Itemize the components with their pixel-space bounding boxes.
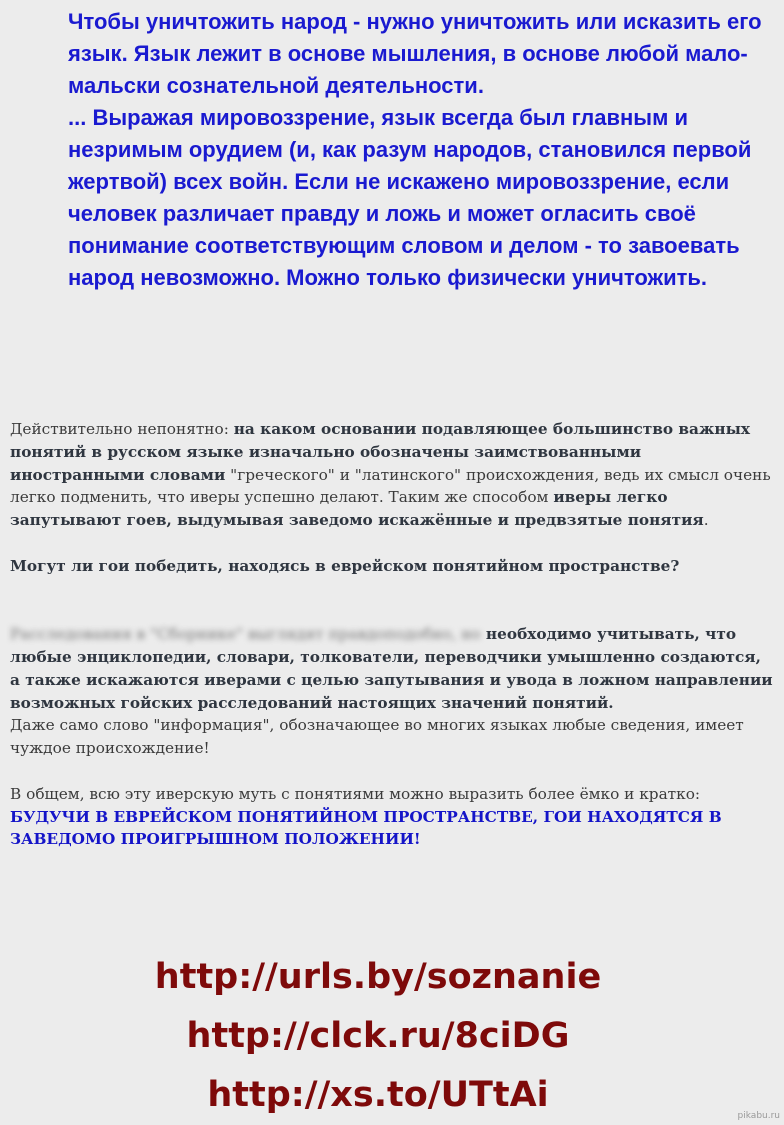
- paragraph-intro: Действительно непонятно:: [10, 420, 234, 438]
- article-paragraph: [10, 418, 774, 532]
- article-paragraph: [10, 623, 774, 714]
- quote-paragraph: Чтобы уничтожить народ - нужно уничтожить или исказить его язык. Язык лежит в основе мышления, в основе любой мало-мальски сознательной деятельности.: [68, 9, 762, 98]
- quote-block: [68, 6, 768, 294]
- emphasis-text: иверы легко запутывают гоев, выдумывая заведомо искажённые и предвзятые понятия: [10, 488, 704, 530]
- paragraph-text: .: [703, 511, 709, 530]
- link-urls-by[interactable]: http://urls.by/soznanie: [154, 957, 602, 997]
- quote-paragraph: ... Выражая мировоззрение, язык всегда был главным и незримым орудием (и, как разум народов, становился первой жертвой) всех войн. Если не искажено мировоззрение, если человек различает правду и ложь и может огласить своё понимание соответствующим словом и делом - то завоевать народ невозможно. Можно только физически уничтожить.: [68, 105, 752, 290]
- link-list: [0, 948, 756, 1125]
- article-paragraph: В общем, всю эту иверскую муть с понятиями можно выразить более ёмко и кратко:: [10, 784, 701, 803]
- article-body: [10, 418, 774, 851]
- question-text: Могут ли гои победить, находясь в еврейском понятийном пространстве?: [10, 556, 680, 575]
- paragraph-text: "греческого" и "латинского" происхождения, ведь их смысл очень легко подменить, что иверы успешно делают. Таким же способом: [10, 465, 771, 507]
- blurred-text: Расследования в "Сборнике" выглядят правдоподобно, но: [10, 625, 481, 644]
- conclusion-text: БУДУЧИ В ЕВРЕЙСКОМ ПОНЯТИЙНОМ ПРОСТРАНСТВЕ, ГОИ НАХОДЯТСЯ В ЗАВЕДОМО ПРОИГРЫШНОМ ПОЛОЖЕНИИ!: [10, 807, 722, 849]
- article-paragraph: Даже само слово "информация", обозначающее во многих языках любые сведения, имеет чуждое происхождение!: [10, 716, 744, 758]
- link-clck-ru[interactable]: http://clck.ru/8ciDG: [186, 1016, 570, 1056]
- link-xs-to[interactable]: http://xs.to/UTtAi: [207, 1075, 549, 1115]
- watermark: pikabu.ru: [737, 1111, 780, 1121]
- emphasis-text: на каком основании подавляющее большинство важных понятий в русском языке изначально обозначены заимствованными иностранными словами: [10, 420, 751, 484]
- emphasis-text: необходимо учитывать, что любые энциклопедии, словари, толкователи, переводчики умышленно создаются, а также искажаются иверами с целью запутывания и увода в ложном направлении возможных гойских расследований настоящих значений понятий.: [10, 625, 773, 712]
- question-heading: [10, 555, 774, 578]
